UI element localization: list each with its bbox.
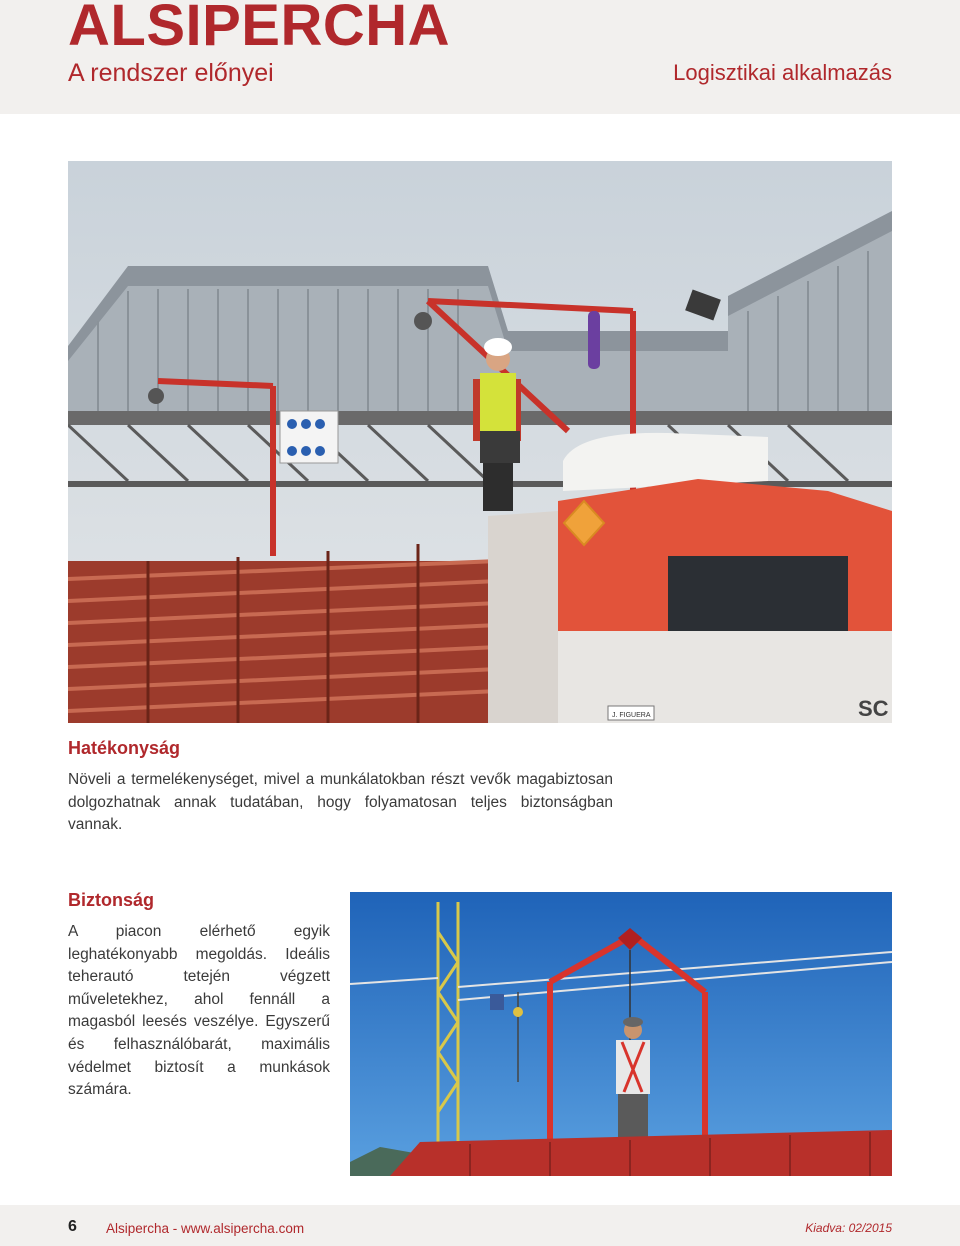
footer-url-link[interactable]: www.alsipercha.com xyxy=(181,1221,305,1236)
page-footer xyxy=(0,1205,960,1246)
footer-separator: - xyxy=(169,1221,182,1236)
page-header xyxy=(0,0,960,114)
safety-paragraph: A piacon elérhető egyik leghatékonyabb megoldás. Ideális teherautó tetején végzett műveletekhez, ahol fennáll a magasból leesés veszélye. Egyszerű és felhasználóbarát, maximális védelmet biztosít a munkások számára. xyxy=(68,923,330,1099)
page-number: 6 xyxy=(68,1218,77,1235)
efficiency-heading: Hatékonyság xyxy=(68,738,181,758)
footer-brand-name: Alsipercha xyxy=(106,1221,170,1236)
truck-brand-text: SC xyxy=(858,696,889,721)
truck-loading-photo xyxy=(68,161,892,723)
edition-date: Kiadva: 02/2015 xyxy=(805,1221,892,1235)
footer-brand xyxy=(106,1221,304,1236)
truck-label-text: J. FIGUERA xyxy=(612,712,651,719)
section-title: Logisztikai alkalmazás xyxy=(673,60,892,85)
container-worker-photo xyxy=(350,892,892,1176)
page-subtitle: A rendszer előnyei xyxy=(68,59,274,87)
brand-title: ALSIPERCHA xyxy=(68,0,451,58)
safety-heading: Biztonság xyxy=(68,890,155,910)
efficiency-paragraph: Növeli a termelékenységet, mivel a munkálatokban részt vevők magabiztosan dolgozhatnak annak tudatában, hogy folyamatosan teljes biztonságban vannak. xyxy=(68,771,613,834)
